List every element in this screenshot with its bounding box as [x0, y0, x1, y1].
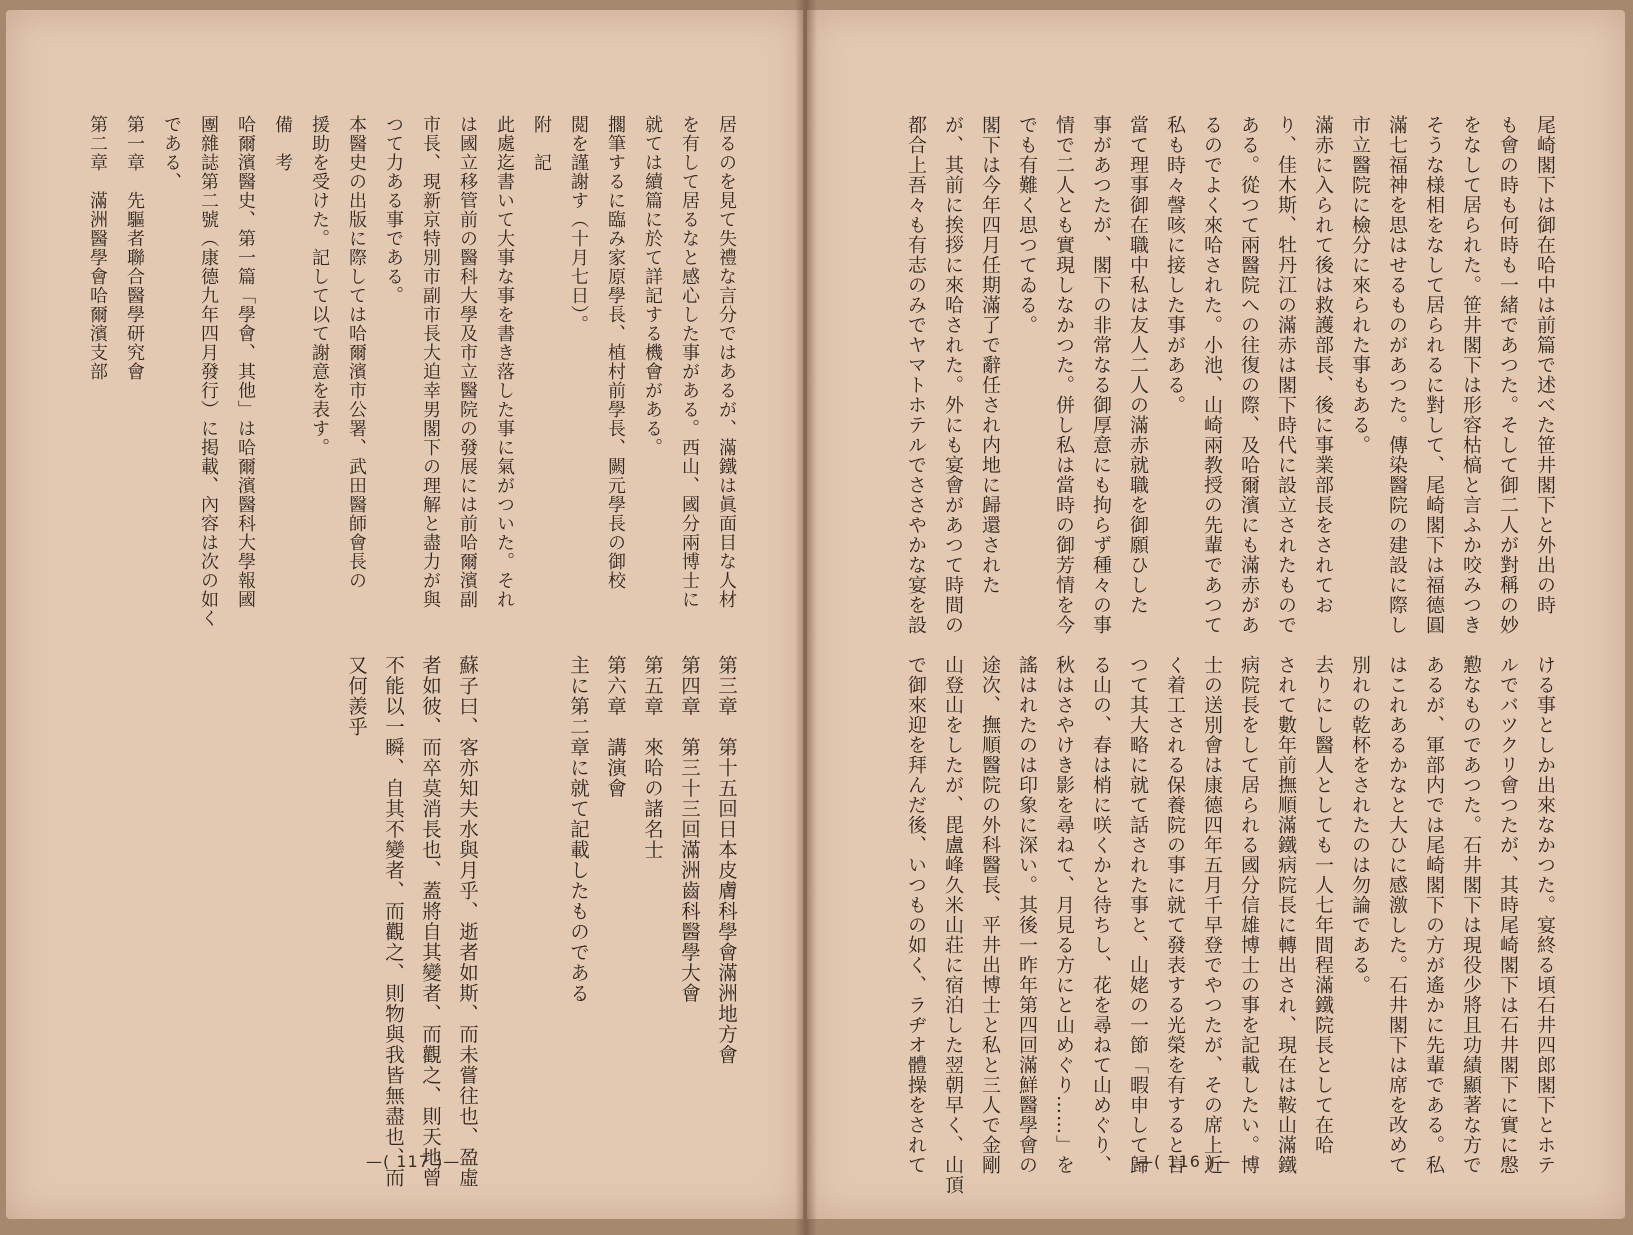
text-line: 就ては續篇に於て詳記する機會がある。: [642, 115, 663, 457]
text-line: 尾崎閣下は御在哈中は前篇で述べた笹井閣下と外出の時: [1534, 115, 1556, 615]
text-line: く着工される保養院の事に就て發表する光榮を有すると言: [1164, 655, 1186, 1175]
text-line: 擱筆するに臨み家原學長、植村前學長、闕元學長の御校: [605, 115, 626, 590]
text-line: あるが、軍部内では尾崎閣下の方が遙かに先輩である。私: [1423, 655, 1445, 1175]
text-line: は國立移管前の醫科大學及市立醫院の發展には前哈爾濱副: [457, 115, 478, 609]
text-line: 秋はさやけき影を尋ねて、月見る方にと山めぐり……」を: [1053, 655, 1075, 1175]
text-line: を有して居るなと感心した事がある。西山、國分兩博士に: [679, 115, 700, 609]
text-line: をなして居られた。笹井閣下は形容枯槁と言ふか咬みつき: [1460, 115, 1482, 635]
text-line: 閣下は今年四月任期滿了で辭任され内地に歸還された: [979, 115, 1001, 595]
text-line: 第二章 滿洲醫學會哈爾濱支部: [87, 115, 108, 381]
text-line: 山登山をしたが、毘盧峰久米山荘に宿泊した翌朝早く、山頂: [942, 655, 964, 1195]
text-line: [486, 655, 523, 1195]
text-line: 去りにし醫人としても一人七年間程滿鐵院長として在哈: [1312, 655, 1334, 1155]
text-line: はこれあるかなと大ひに感激した。石井閣下は席を改めて: [1386, 655, 1408, 1175]
text-line: つて力ある事である。: [383, 115, 404, 305]
text-line: 援助を受けた。記して以て謝意を表す。: [309, 115, 330, 457]
text-line: 第三章 第十五回日本皮膚科學會滿洲地方會: [715, 655, 738, 1065]
text-line: 閲を謹謝す（十月七日）。: [568, 115, 589, 334]
text-line: でも有難く思つてゐる。: [1016, 115, 1038, 335]
page-number-116: —( 116 )—: [1137, 1152, 1232, 1171]
text-line: るのでよく來哈された。小池、山崎兩教授の先輩であつて: [1201, 115, 1223, 635]
book-gutter: [795, 0, 817, 1235]
text-line: り、佳木斯、牡丹江の滿赤は閣下時代に設立されたもので: [1275, 115, 1297, 635]
text-line: そうな様相をなして居られるに對して、尾崎閣下は福德圓: [1423, 115, 1445, 635]
text-line: 又何羨乎: [345, 655, 368, 737]
page-number-117: —( 117 )—: [366, 1152, 461, 1171]
right-page-upper-text: [897, 115, 1563, 635]
text-line: 市長、現新京特別市副市長大迫幸男閣下の理解と盡力が與: [420, 115, 441, 609]
text-line: 本醫史の出版に際しては哈爾濱市公署、武田醫師會長の: [346, 115, 367, 590]
text-line: 哈爾濱醫史、第一篇「學會、其他」は哈爾濱醫科大學報國: [235, 115, 256, 609]
text-line: 居るのを見て失禮な言分ではあるが、滿鐵は眞面目な人材: [716, 115, 737, 609]
text-line: 懃なものであつた。石井閣下は現役少將且功績顯著な方で: [1460, 655, 1482, 1175]
text-line: ルでバツクリ會つたが、其時尾崎閣下は石井閣下に實に慇: [1497, 655, 1519, 1175]
text-line: [523, 655, 560, 1195]
left-page-upper-text: [79, 115, 745, 635]
text-line: 士の送別會は康德四年五月千早登でやつたが、その席上近: [1201, 655, 1223, 1175]
text-line: 滿七福神を思はせるものがあつた。傳染醫院の建設に際し: [1386, 115, 1408, 635]
text-line: 途次、撫順醫院の外科醫長、平井出博士と私と三人で金剛: [979, 655, 1001, 1175]
text-line: も會の時も何時も一緒であつた。そして御二人が對稱の妙: [1497, 115, 1519, 635]
text-line: 不能以一瞬、自其不變者、而觀之、則物與我皆無盡也、而: [382, 655, 405, 1188]
text-line: る山の、春は梢に咲くかと待ちし、花を尋ねて山めぐり、: [1090, 655, 1112, 1175]
text-line: ける事としか出來なかつた。宴終る頃石井四郎閣下とホテ: [1534, 655, 1556, 1175]
text-line: 者如彼、而卒莫消長也、蓋將自其變者、而觀之、則天地曾: [419, 655, 442, 1188]
text-line: 團雜誌第二號（康德九年四月發行）に掲載、內容は次の如く: [198, 115, 219, 628]
text-line: 病院長をして居られる國分信雄博士の事を記載したい。博: [1238, 655, 1260, 1175]
text-line: 第一章 先驅者聯合醫學研究會: [124, 115, 145, 381]
right-page-lower-text: [897, 655, 1563, 1195]
text-line: が、其前に挨拶に來哈された。外にも宴會があつて時間の: [942, 115, 964, 635]
text-line: されて數年前撫順滿鐵病院長に轉出され、現在は鞍山滿鐵: [1275, 655, 1297, 1175]
text-line: 此處迄書いて大事な事を書き落した事に氣がついた。それ: [494, 115, 515, 609]
text-line: 情で二人とも實現しなかつた。併し私は當時の御芳情を今: [1053, 115, 1075, 635]
text-line: 附 記: [531, 115, 552, 172]
text-line: 滿赤に入られて後は救護部長、後に事業部長をされてお: [1312, 115, 1334, 615]
text-line: 第四章 第三十三回滿洲齒科醫學大會: [678, 655, 701, 1004]
text-line: つて其大略に就て話された事と、山姥の一節「暇申して歸: [1127, 655, 1149, 1175]
text-line: 第六章 講演會: [604, 655, 627, 799]
right-page: [807, 10, 1625, 1219]
text-line: 事があつたが、閣下の非常なる御厚意にも拘らず種々の事: [1090, 115, 1112, 635]
text-line: 第五章 來哈の諸名士: [641, 655, 664, 860]
text-line: 當て理事御在職中私は友人二人の滿赤就職を御願ひした: [1127, 115, 1149, 615]
text-line: 蘇子曰、客亦知夫水與月乎、逝者如斯、而未嘗往也、盈虛: [456, 655, 479, 1188]
text-line: 別れの乾杯をされたのは勿論である。: [1349, 655, 1371, 995]
text-line: ある。從つて兩醫院への往復の際、及哈爾濱にも滿赤があ: [1238, 115, 1260, 635]
text-line: 都合上吾々も有志のみでヤマトホテルでささやかな宴を設: [905, 115, 927, 635]
text-line: で御來迎を拜んだ後、いつもの如く、ラヂオ體操をされて: [905, 655, 927, 1175]
text-line: 私も時々謦咳に接した事がある。: [1164, 115, 1186, 415]
text-line: 備 考: [272, 115, 293, 172]
left-page-lower-text: [338, 655, 745, 1195]
text-line: 主に第二章に就て記載したものである: [567, 655, 590, 1004]
left-page: [6, 10, 803, 1219]
text-line: 市立醫院に檢分に來られた事もある。: [1349, 115, 1371, 455]
text-line: である、: [161, 115, 182, 191]
text-line: 謠はれたのは印象に深い。其後一昨年第四回滿鮮醫學會の: [1016, 655, 1038, 1175]
